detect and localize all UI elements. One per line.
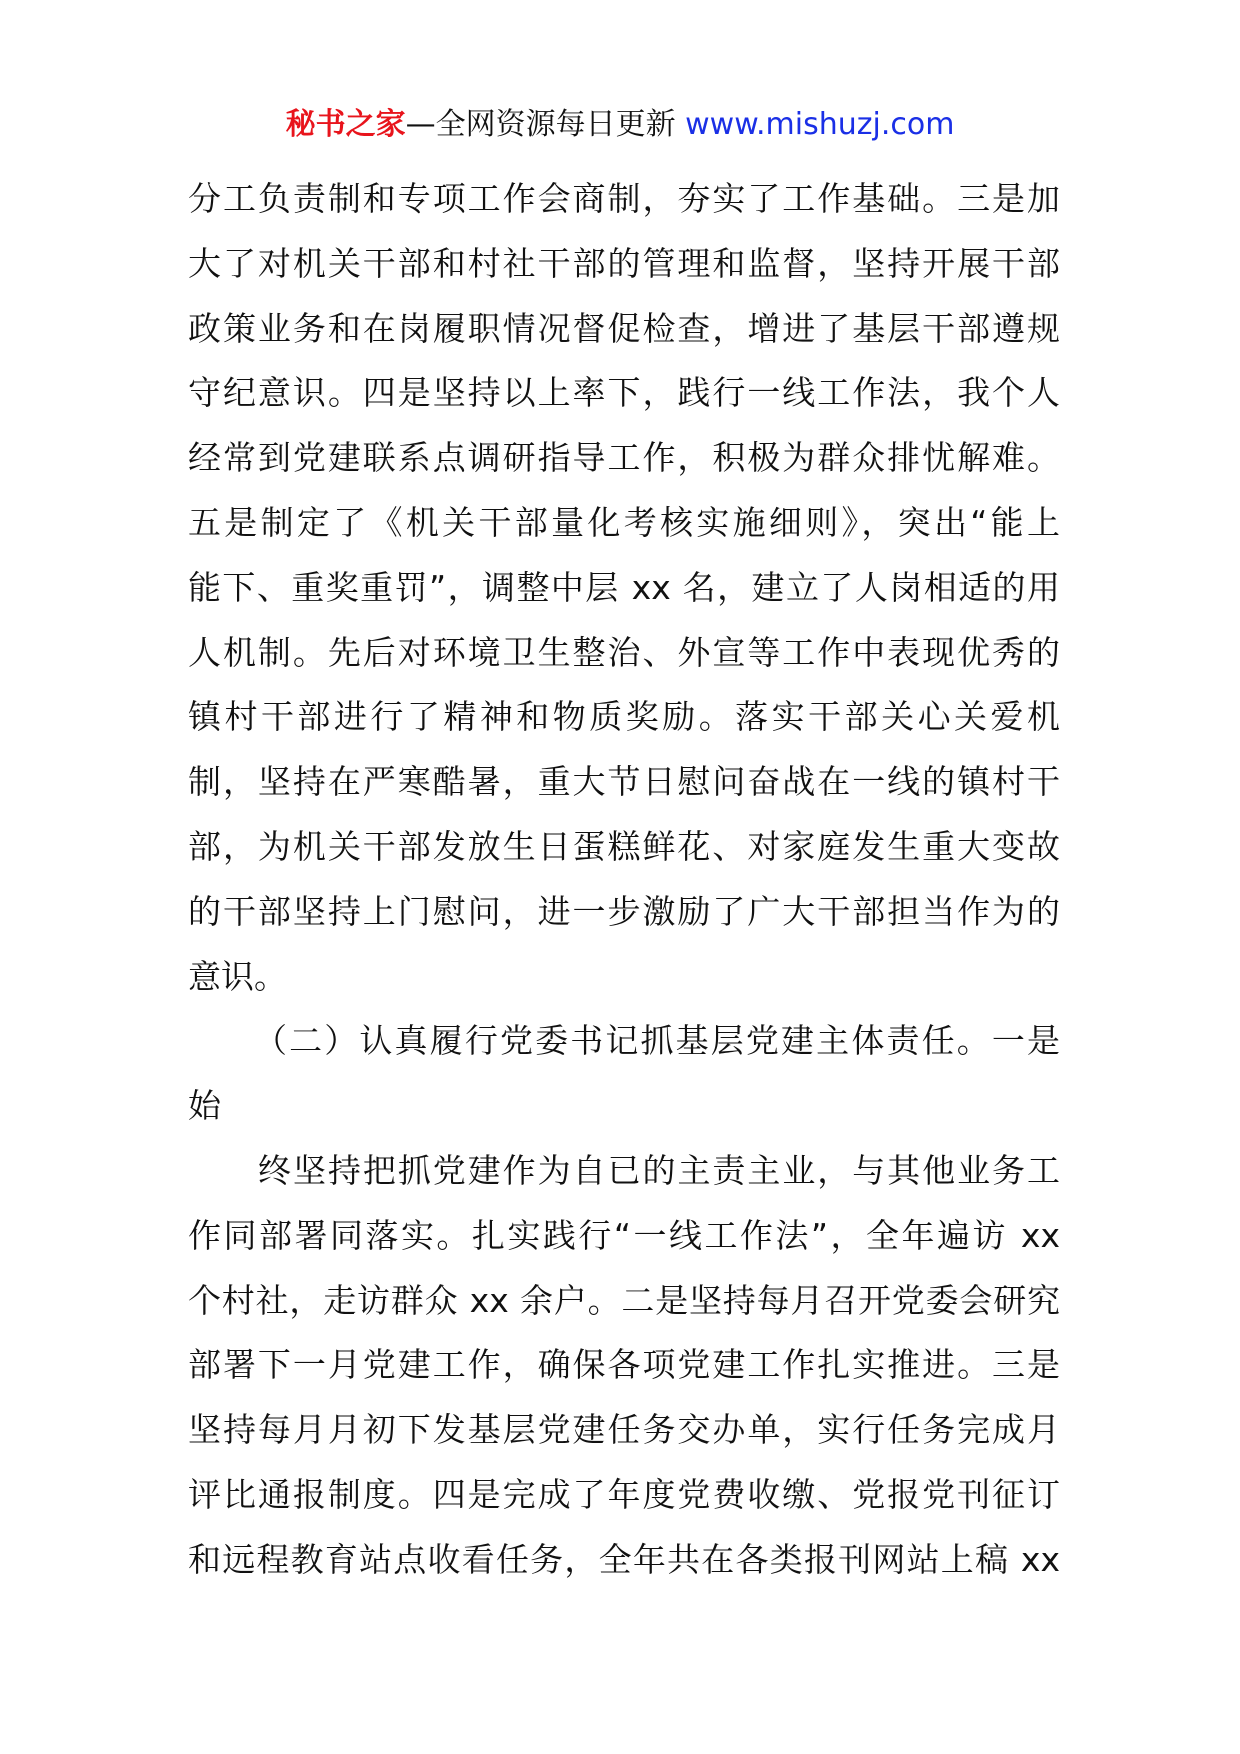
text-line: 坚持每月月初下发基层党建任务交办单，实行任务完成月 bbox=[188, 1410, 1060, 1450]
text-line: 作同部署同落实。扎实践行“一线工作法”，全年遍访 xx bbox=[188, 1215, 1060, 1255]
header-tagline: —全网资源每日更新 bbox=[405, 107, 686, 142]
page-header bbox=[0, 103, 1240, 147]
text-line: 个村社，走访群众 xx 余户。二是坚持每月召开党委会研究 bbox=[188, 1280, 1060, 1320]
text-line: 守纪意识。四是坚持以上率下，践行一线工作法，我个人 bbox=[188, 373, 1060, 413]
text-line: 五是制定了《机关干部量化考核实施细则》，突出“能上 bbox=[188, 502, 1060, 542]
text-line: 和远程教育站点收看任务，全年共在各类报刊网站上稿 xx bbox=[188, 1539, 1060, 1579]
text-line: 政策业务和在岗履职情况督促检查，增进了基层干部遵规 bbox=[188, 308, 1060, 348]
text-line: 经常到党建联系点调研指导工作，积极为群众排忧解难。 bbox=[188, 438, 1060, 478]
site-url-link[interactable]: www.mishuzj.com bbox=[685, 107, 955, 142]
text-line: 制，坚持在严寒酷暑，重大节日慰问奋战在一线的镇村干 bbox=[188, 762, 1060, 802]
text-line: 意识。 bbox=[188, 956, 287, 996]
text-line: 人机制。先后对环境卫生整治、外宣等工作中表现优秀的 bbox=[188, 632, 1060, 672]
text-line: 能下、重奖重罚”，调整中层 xx 名，建立了人岗相适的用 bbox=[188, 567, 1060, 607]
text-line: 分工负责制和专项工作会商制，夯实了工作基础。三是加 bbox=[188, 179, 1060, 218]
text-line: 部署下一月党建工作，确保各项党建工作扎实推进。三是 bbox=[188, 1345, 1060, 1385]
text-line: 评比通报制度。四是完成了年度党费收缴、党报党刊征订 bbox=[188, 1474, 1060, 1514]
section-heading-line: （二）认真履行党委书记抓基层党建主体责任。一是 bbox=[254, 1021, 1060, 1061]
text-line: 部，为机关干部发放生日蛋糕鲜花、对家庭发生重大变故 bbox=[188, 826, 1060, 866]
text-line: 大了对机关干部和村社干部的管理和监督，坚持开展干部 bbox=[188, 243, 1060, 283]
text-line: 镇村干部进行了精神和物质奖励。落实干部关心关爱机 bbox=[188, 697, 1060, 737]
document-body bbox=[188, 167, 1060, 1593]
text-line: 始 bbox=[188, 1086, 221, 1126]
paragraph-start-line: 终坚持把抓党建作为自已的主责主业，与其他业务工 bbox=[258, 1150, 1060, 1190]
text-line: 的干部坚持上门慰问，进一步激励了广大干部担当作为的 bbox=[188, 891, 1060, 931]
brand-name: 秘书之家 bbox=[285, 107, 406, 142]
